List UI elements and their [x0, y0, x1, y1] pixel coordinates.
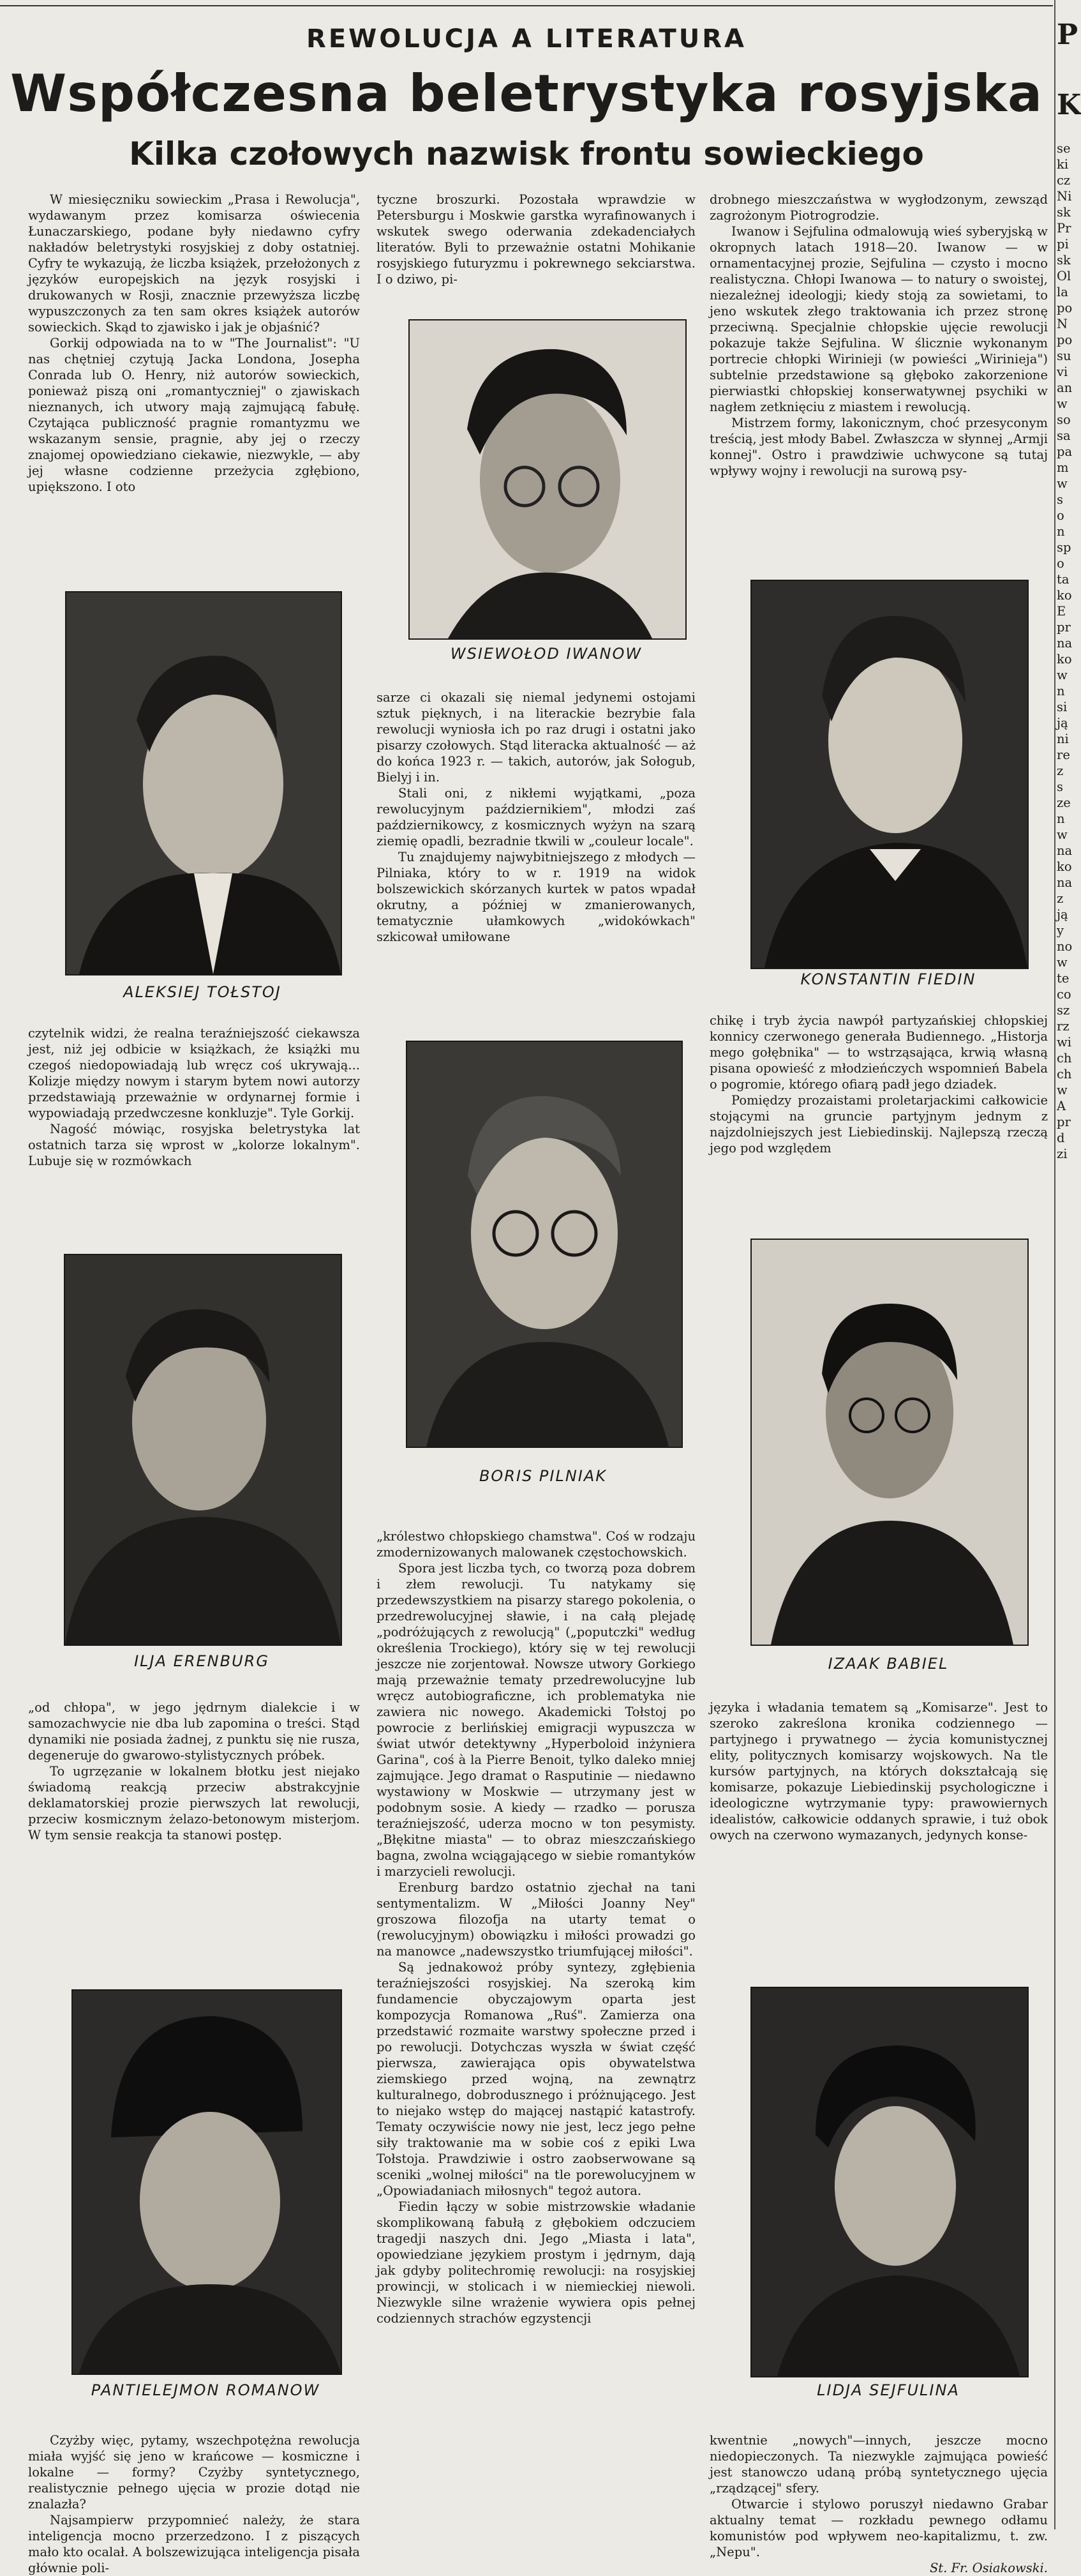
cut-line-fragment: su	[1057, 349, 1071, 363]
caption-erenburg: ILJA ERENBURG	[134, 1652, 269, 1670]
paragraph: sarze ci okazali się niemal jedynemi ostojami sztuk pięknych, i na literackie bezrybie fala rewolucji wyniosła ich po raz drugi i ostatni jako pisarzy czołowych. Stąd literacka aktualność — aż do końca 1923 r. — takich, autorów, jak Sołogub, Bielyj i in.	[376, 690, 696, 785]
portrait-photo-tolstoj	[65, 591, 342, 975]
caption-tolstoj: ALEKSIEJ TOŁSTOJ	[123, 983, 281, 1001]
cut-line-fragment: sp	[1057, 540, 1071, 555]
column-3-block-1	[710, 192, 1048, 587]
cut-line-fragment: so	[1057, 412, 1071, 427]
paragraph: czytelnik widzi, że realna teraźniejszość ciekawsza jest, niż jej odbicie w książkach, że książki mu czegoś niedopowiadają lub wręcz coś ukrywają... Kolizje między nowym i starym bytem nowi autorzy przedstawiają przeważnie w ordynarnej formie i wypowiadają przedwczesne konkluzje". Tyle Gorkij.	[28, 1026, 360, 1120]
cut-line-fragment: ją	[1057, 907, 1068, 922]
cut-line-fragment: se	[1057, 141, 1071, 156]
caption-romanow: PANTIELEJMON ROMANOW	[91, 2381, 320, 2399]
portrait-photo-sejfulina	[750, 1987, 1029, 2377]
cut-line-fragment: pi	[1057, 237, 1069, 252]
cut-line-fragment: an	[1057, 380, 1073, 395]
portrait-photo-iwanow	[408, 319, 687, 640]
paragraph: chikę i tryb życia nawpół partyzańskiej chłopskiej konnicy czerwonego generała Budiennego. „Historja mego gołębnika" — to wstrząsająca, krwią własną pisana opowieść z młodzieńczych wspomnień Babela o pogromie, którego ofiarą padł jego dziadek.	[710, 1013, 1048, 1092]
cut-line-fragment: co	[1057, 987, 1071, 1002]
top-rule	[0, 5, 1053, 6]
paragraph: Gorkij odpowiada na to w "The Journalist": "U nas chętniej czytują Jacka Londona, Josepha Conrada lub O. Henry, niż autorów sowieckich, ponieważ piszą oni „romantyczniej" o zjawiskach nieznanych, ich utwory mają zajmującą fabułę. Czytająca publiczność pragnie romantyzmu we wskazanym sensie, pragnie, aby jej o rzeczy znajomej opowiedziano ciekawie, niezwykle, — aby jej własne codzienne przeżycia zgłębiono, upiększono. I oto	[28, 336, 360, 494]
cut-line-fragment: sk	[1057, 253, 1071, 267]
paragraph: Erenburg bardzo ostatnio zjechał na tani sentymentalizm. W „Miłości Joanny Ney" groszowa filozofja na utarty temat o (rewolucyjnym) obowiązku i miłości prowadzi go na manowce „nadewszystko triumfującej miłości".	[376, 1880, 696, 1959]
cut-line-fragment: ko	[1057, 588, 1072, 603]
cut-line-fragment: po	[1057, 333, 1073, 347]
cut-line-fragment: ta	[1057, 572, 1070, 587]
paragraph: „od chłopa", w jego jędrnym dialekcie i w samozachwycie nie dba lub zapomina o treści. Stąd dynamiki nie posiada żadnej, z punktu się nie rusza, degeneruje do gwarowo-stylistycznych próbek.	[28, 1700, 360, 1763]
column-3-block-2	[710, 1013, 1048, 1223]
cut-line-fragment: sk	[1057, 205, 1071, 220]
cut-line-fragment: o	[1057, 508, 1064, 523]
article-title: Współczesna beletrystyka rosyjska	[10, 64, 1043, 123]
cut-line-fragment: y	[1057, 923, 1064, 938]
cut-line-fragment: na	[1057, 636, 1073, 651]
paragraph: Fiedin łączy w sobie mistrzowskie władanie skomplikowaną fabułą z głębokiem odczuciem tragedji naszych dni. Jego „Miasta i lata", opowiedziane językiem prostym i jędrnym, dają jak gdyby politechromię rewolucji: na rosyjskiej prowincji, w stolicach i w niemieckiej niewoli. Niezwykle silne wrażenie wywiera opis pełnej codziennych strachów egzystencji	[376, 2199, 696, 2326]
paragraph: Otwarcie i stylowo poruszył niedawno Grabar aktualny temat — rozkładu pewnego odłamu komunistów pod wpływem neo-kapitalizmu, t. zw. „Nepu".	[710, 2497, 1048, 2559]
column-3-block-4	[710, 2432, 1048, 2575]
cut-line-fragment: w	[1057, 396, 1068, 411]
portrait-photo-babiel	[750, 1239, 1029, 1646]
cut-line-fragment: n	[1057, 684, 1065, 698]
cut-line-fragment: ko	[1057, 859, 1072, 874]
cut-line-fragment: te	[1057, 971, 1070, 986]
cut-line-fragment: w	[1057, 955, 1068, 970]
cut-line-fragment: wi	[1057, 1035, 1071, 1050]
cut-line-fragment: n	[1057, 811, 1065, 826]
portrait-photo-pilniak	[406, 1041, 683, 1448]
cut-line-fragment: n	[1057, 524, 1065, 539]
paragraph: Stali oni, z nikłemi wyjątkami, „poza rewolucyjnym październikiem", młodzi zaś październikowcy, z kosmicznych wyżyn na szarą ziemię opadli, bezradnie tkwili w „couleur locale".	[376, 786, 696, 848]
caption-pilniak: BORIS PILNIAK	[479, 1467, 608, 1485]
cut-line-fragment: ki	[1057, 157, 1069, 172]
column-1-block-3	[28, 1699, 360, 1968]
cut-line-fragment: na	[1057, 875, 1073, 890]
cut-line-fragment: cz	[1057, 173, 1071, 188]
cut-line-fragment: A	[1057, 1099, 1066, 1113]
cut-line-fragment: pr	[1057, 1115, 1071, 1129]
cut-line-fragment: na	[1057, 843, 1073, 858]
cut-line-fragment: la	[1057, 285, 1068, 299]
cut-line-fragment: E	[1057, 604, 1066, 619]
column-2-block-3	[376, 1528, 696, 2529]
column-1-block-4	[28, 2432, 360, 2575]
column-2-block-1	[376, 192, 696, 300]
paragraph: W miesięczniku sowieckim „Prasa i Rewolucja", wydawanym przez komisarza oświecenia Łunaczarskiego, podane były niedawno cyfry nakładów beletrystyki rosyjskiej z doby ostatniej. Cyfry te wykazują, że liczba książek, przełożonych z języków europejskich na język rosyjski i drukowanych w Rosji, znacznie przewyższa liczbę wypuszczonych za ten sam okres książek autorów sowieckich. Skąd to zjawisko i jak je objaśnić?	[28, 192, 360, 335]
cut-line-fragment: no	[1057, 939, 1073, 954]
section-heading: REWOLUCJA A LITERATURA	[306, 24, 747, 54]
cut-line-fragment: rz	[1057, 1019, 1070, 1034]
cut-line-fragment: Ni	[1057, 189, 1072, 204]
paragraph: kwentnie „nowych"—innych, jeszcze mocno niedopieczonych. Ta niezwykle zajmująca powieść jest stanowczo udaną próbą syntetycznego ujęcia „rządzącej" sfery.	[710, 2433, 1048, 2496]
cut-line-fragment: pr	[1057, 620, 1071, 635]
cut-line-fragment: Pr	[1057, 221, 1071, 236]
cut-line-fragment: re	[1057, 748, 1070, 762]
cut-line-fragment: P	[1057, 19, 1078, 51]
cut-line-fragment: ch	[1057, 1051, 1072, 1066]
paragraph: Mistrzem formy, lakonicznym, choć przesyconym treścią, jest młody Babel. Zwłaszcza w słynnej „Armji konnej". Ostro i prawdziwie uchwycone są tutaj wpływy wojny i rewolucji na surową psy-	[710, 416, 1048, 478]
cut-line-fragment: ze	[1057, 795, 1071, 810]
caption-babiel: IZAAK BABIEL	[828, 1655, 949, 1673]
portrait-photo-romanow	[71, 1989, 342, 2375]
paragraph: tyczne broszurki. Pozostała wprawdzie w Petersburgu i Moskwie garstka wyrafinowanych i wskutek swego oderwania zdekadenciałych literatów. Byli to przeważnie ostatni Mohikanie rosyjskiego futuryzmu i pokrewnego sekciarstwa. I o dziwo, pi-	[376, 192, 696, 287]
cut-line-fragment: z	[1057, 764, 1064, 778]
cut-line-fragment: w	[1057, 827, 1068, 842]
cut-line-fragment: s	[1057, 492, 1064, 507]
paragraph: Tu znajdujemy najwybitniejszego z młodych — Pilniaka, który to w r. 1919 na widok bolszewickich skórzanych kurtek w patos wpadał okrutny, a później w zmanierowanych, tematycznie ułamkowych „widokówkach" szkicował umiłowane	[376, 850, 696, 944]
cut-line-fragment: po	[1057, 301, 1073, 315]
cut-line-fragment: w	[1057, 476, 1068, 491]
paragraph: To ugrzęzanie w lokalnem błotku jest niejako świadomą reakcją przeciw abstrakcyjnie deklamatorskiej prozie pierwszych lat rewolucji, przeciw kosmicznym żelazo-betonowym misterjom. W tym sensie reakcja ta stanowi postęp.	[28, 1764, 360, 1842]
cut-line-fragment: z	[1057, 891, 1064, 906]
adjacent-column-cut-off	[1057, 0, 1081, 2529]
portrait-photo-fiedin	[750, 580, 1029, 969]
cut-line-fragment: m	[1057, 460, 1069, 475]
cut-line-fragment: vi	[1057, 365, 1068, 379]
paragraph: Czyżby więc, pytamy, wszechpotężna rewolucja miała wyjść się jeno w krańcowe — kosmiczne i lokalne — formy? Czyżby syntetycznego, realistycznie pełnego ujęcia w prozie dotąd nie znalazła?	[28, 2433, 360, 2512]
caption-iwanow: WSIEWOŁOD IWANOW	[450, 645, 643, 663]
cut-line-fragment: o	[1057, 556, 1064, 571]
column-3-block-3	[710, 1699, 1048, 1968]
cut-line-fragment: Ol	[1057, 269, 1071, 283]
cut-line-fragment: s	[1057, 780, 1064, 794]
cut-line-fragment: ch	[1057, 1067, 1072, 1081]
cut-line-fragment: sa	[1057, 428, 1071, 443]
paragraph: Spora jest liczba tych, co tworzą poza dobrem i złem rewolucji. Tu natykamy się przedewszystkiem na pisarzy starego pokolenia, o przedrewolucyjnej sławie, i na całą plejadę „podróżujących z rewolucją" („poputczki" według określenia Trockiego), który się w tej rewolucji jeszcze nie zorjentował. Nowsze utwory Gorkiego mają przeważnie tematy przedrewolucyjne lub wręcz autobiograficzne, ich problematyka nie zawiera nic nowego. Akademicki Tołstoj po powrocie z berlińskiej emigracji wypuszcza w świat utwór detektywny „Hyperboloid inżyniera Garina", coś à la Pierre Benoit, tylko daleko mniej zajmujące. Jego dramat o Rasputinie — niedawno wystawiony w Moskwie — utrzymany jest w podobnym sosie. A kiedy — rzadko — porusza teraźniejszość, uderza mocno w ton pesymisty. „Błękitne miasta" — to obraz mieszczańskiego bagna, zwolna wciągającego w siebie romantyków i marzycieli rewolucji.	[376, 1561, 696, 1879]
cut-line-fragment: zi	[1057, 1147, 1068, 1161]
cut-line-fragment: K	[1057, 89, 1081, 121]
caption-sejfulina: LIDJA SEJFULINA	[817, 2381, 960, 2399]
paragraph: „królestwo chłopskiego chamstwa". Coś w rodzaju zmodernizowanych malowanek częstochowskich.	[376, 1529, 696, 1560]
caption-fiedin: KONSTANTIN FIEDIN	[800, 970, 976, 988]
cut-line-fragment: w	[1057, 668, 1068, 682]
column-1-block-2	[28, 1025, 360, 1236]
paragraph: Najsampierw przypomnieć należy, że stara inteligencja mocno przerzedzono. I z piszących mało kto ocalał. A bolszewizująca inteligencja pisała głównie poli-	[28, 2513, 360, 2575]
paragraph: Iwanow i Sejfulina odmalowują wieś syberyjską w okropnych latach 1918—20. Iwanow — w ornamentacyjnej prozie, Sejfulina — czysto i mocno realistyczna. Chłopi Iwanowa — to natury o swoistej, niezależnej ideologji; kiedy stoją za sowietami, to jeno wskutek złego traktowania ich przez stronę przeciwną. Specjalnie chłopskie ujęcie rewolucji pokazuje także Sejfulina. W ślicznie wykonanym portrecie chłopki Wirinieji (w powieści „Wirinieja") subtelnie przedstawione są głęboko zakorzenione pierwiastki chłopskiej konserwatywnej psychiki w nagłem zetknięciu z miastem i rewolucją.	[710, 224, 1048, 414]
article-subtitle: Kilka czołowych nazwisk frontu sowieckiego	[129, 135, 924, 172]
paragraph: Nagość mówiąc, rosyjska beletrystyka lat ostatnich tarza się wprost w „kolorze lokalnym". Lubuje się w rozmówkach	[28, 1122, 360, 1168]
column-divider	[1054, 0, 1055, 2529]
cut-line-fragment: ni	[1057, 732, 1069, 746]
cut-line-fragment: w	[1057, 1083, 1068, 1097]
paragraph: drobnego mieszczaństwa w wygłodzonym, zewsząd zagrożonym Piotrogrodzie.	[710, 192, 1048, 223]
paragraph: języka i władania tematem są „Komisarze". Jest to szeroko zakreślona kronika codziennego — partyjnego i prywatnego — życia komunistycznej elity, politycznych komisarzy wojskowych. Na tle kursów partyjnych, na których dokształcają się komisarze, pokazuje Liebiedinskij psychologiczne i ideologiczne wytrzymanie typy: prawowiernych idealistów, całkowicie oddanych sprawie, i tuż obok owych na czerwono wymazanych, jedynych konse-	[710, 1700, 1048, 1842]
paragraph: Pomiędzy prozaistami proletarjackimi całkowicie stojącymi na gruncie partyjnym jednym z najzdolniejszych jest Liebiedinskij. Najlepszą rzeczą jego pod względem	[710, 1093, 1048, 1156]
paragraph: Są jednakowoż próby syntezy, zgłębienia teraźniejszości rosyjskiej. Na szeroką kim fundamencie obyczajowym oparta jest kompozycja Romanowa „Ruś". Zamierza ona przedstawić rozmaite warstwy społeczne przed i po rewolucji. Dotychczas wyszła w świat część pierwsza, zawierająca opis obywatelstwa ziemskiego przed wojną, na zewnątrz kulturalnego, dobrodusznego i próżnującego. Jest to niejako wstęp do mającej nastąpić katastrofy. Tematy oczywiście nowy nie jest, lecz jego pełne siły traktowanie ma w sobie coś z epiki Lwa Tołstoja. Prawdziwie i ostro zaobserwowane są sceniki „wolnej miłości" na tle porewolucyjnem w „Opowiadaniach miłosnych" tegoż autora.	[376, 1960, 696, 2198]
cut-line-fragment: si	[1057, 700, 1068, 714]
column-1-block-1	[28, 192, 360, 587]
cut-line-fragment: ją	[1057, 716, 1068, 730]
cut-line-fragment: sz	[1057, 1003, 1070, 1018]
author-signature: St. Fr. Osiakowski.	[929, 2561, 1048, 2575]
cut-line-fragment: pa	[1057, 444, 1073, 459]
portrait-photo-erenburg	[64, 1254, 342, 1646]
cut-line-fragment: N	[1057, 317, 1068, 331]
cut-line-fragment: ko	[1057, 652, 1072, 667]
column-2-block-2	[376, 689, 696, 1028]
cut-line-fragment: d	[1057, 1131, 1065, 1145]
